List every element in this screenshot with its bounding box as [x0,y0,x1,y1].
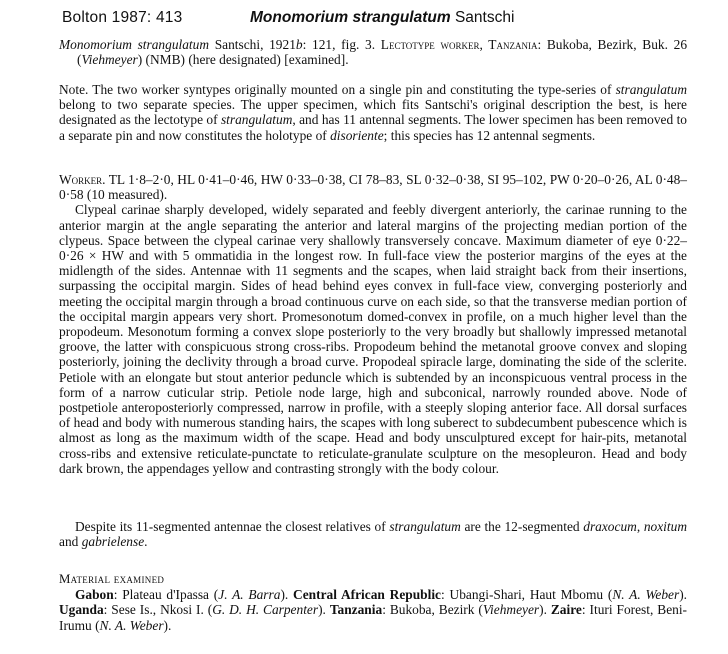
collector-name: Viehmeyer [81,52,138,68]
note-text: , and has 11 antennal segments. The lower specimen has been removed to a separate pin and now constitutes the holotype of [59,112,687,143]
relatives-text: and [59,534,82,550]
collector-name: J. A. Barra [218,587,281,603]
locality-text: ). [163,617,172,633]
citation-b: b [295,37,303,52]
note-text: belong to two separate species. The upper specimen, which fits Santschi's original description the best, is here designated as the lectotype of [59,97,687,128]
species-heading [250,9,514,27]
locality-text: : Bukoba, Bezirk ( [382,602,483,618]
taxon-name: strangulatum [389,519,461,534]
note-text: ; this species has 12 antennal segments. [383,127,596,143]
relatives-paragraph [59,519,687,549]
citation-text: : 121, fig. 3. [302,37,381,52]
species-name: Monomorium strangulatum [250,9,451,26]
locality-text: : Sese Is., Nkosi I. ( [103,602,213,618]
material-list [59,587,687,633]
collector-name: G. D. H. Carpenter [212,602,319,618]
citation-text: ) (NMB) (here designated) [examined]. [137,52,349,68]
country-name: Gabon [75,587,114,603]
citation-name: Monomorium strangulatum [59,37,210,52]
taxon-name: gabrielense [81,534,145,550]
country-name: Uganda [59,602,104,618]
taxon-name: disoriente [330,127,384,143]
relatives-text: are the 12-segmented [460,519,584,534]
taxon-name: strangulatum [615,82,687,97]
worker-label: Worker [59,172,103,187]
type-citation [59,37,687,67]
locality-text: ). [679,587,688,603]
relatives-text: . [144,534,148,550]
collector-name: N. A. Weber [99,617,164,633]
taxon-name: draxocum [583,519,637,534]
worker-section [59,172,687,476]
taxon-name: strangulatum [220,112,293,128]
collector-name: Viehmeyer [482,602,540,618]
collector-name: N. A. Weber [612,587,680,603]
note-paragraph [59,82,687,143]
lectotype-label: Lectotype worker, Tanzania [380,37,538,52]
country-name: Tanzania [329,602,383,618]
taxon-name: noxitum [643,519,687,534]
relatives-text: , [636,519,644,534]
reference-header: Bolton 1987: 413 [62,9,183,26]
material-heading: Material examined [59,572,165,586]
locality-text: ). [280,587,294,603]
note-text: Note. The two worker syntypes originally mounted on a single pin and constituting the type-series of [59,82,616,97]
locality-text: ). [318,602,330,618]
species-author: Santschi [454,9,515,26]
worker-description: Clypeal carinae sharply developed, widely separated and feebly divergent anteriorly, the carinae running to the anterior margin at the angle separating the anterior and lateral margins of the projecting median portion of the clypeus. Space between the clypeal carinae very shallowly transversely concave. Maximum diameter of eye 0·22–0·26 × HW and with 5 ommatidia in the longest row. In full-face view the posterior margins of the eyes at the midlength of the sides. Antennae with 11 segments and the scapes, when laid straight back from their insertions, surpassing the occipital margin. Sides of head behind eyes convex in full-face view, converging posteriorly and meeting the occipital margin through a broad continuous curve on each side, so that the transverse median portion of the occipital margin appears very short. Promesonotum domed-convex in profile, on a much higher level than the propodeum. Mesonotum forming a convex slope posteriorly to the very broadly but shallowly impressed metanotal groove, the latter with conspicuous strong cross-ribs. Propodeum behind the metanotal groove convex and sloping posteriorly, joining the declivity through a broad curve. Propodeal spiracle large, dominating the side of the sclerite. Petiole with an elongate but stout anterior peduncle which is subtended by an inconspicuous ventral process in the form of a narrow cuticular strip. Petiole node large, high and subconical, narrowly rounded above. Node of postpetiole anteroposteriorly compressed, narrow in profile, with a steeply sloping anterior face. All dorsal surfaces of head and body with numerous standing hairs, the scapes with long suberect to subdecumbent pubescence which is almost as long as the maximum width of the scape. Head and body unsculptured except for hair-pits, metanotal cross-ribs and extensive reticulate-punctate to reticulate-granulate sculpture on the mesopleuron. Head and body dark brown, the appendages yellow and contrasting strongly with the body colour. [59,202,687,476]
measurements-text: . TL 1·8–2·0, HL 0·41–0·46, HW 0·33–0·38, CI 78–83, SL 0·32–0·38, SI 95–102, PW 0·20–0·26, AL 0·48–0·58 (10 measured). [59,172,687,203]
locality-text: ). [539,602,551,618]
locality-text: : Plateau d'Ipassa ( [113,587,219,603]
locality-text: : Ituri Forest, Beni-Irumu ( [59,602,688,633]
country-name: Zaire [550,602,582,618]
citation-text: : Bukoba, Bezirk, Buk. 26 ( [77,37,688,68]
material-section [59,572,687,633]
worker-measurements [59,172,687,202]
country-name: Central African Republic [293,587,442,603]
relatives-text: Despite its 11-segmented antennae the closest relatives of [75,519,390,534]
citation-text: Santschi, 1921 [209,37,296,52]
locality-text: : Ubangi-Shari, Haut Mbomu ( [441,587,613,603]
